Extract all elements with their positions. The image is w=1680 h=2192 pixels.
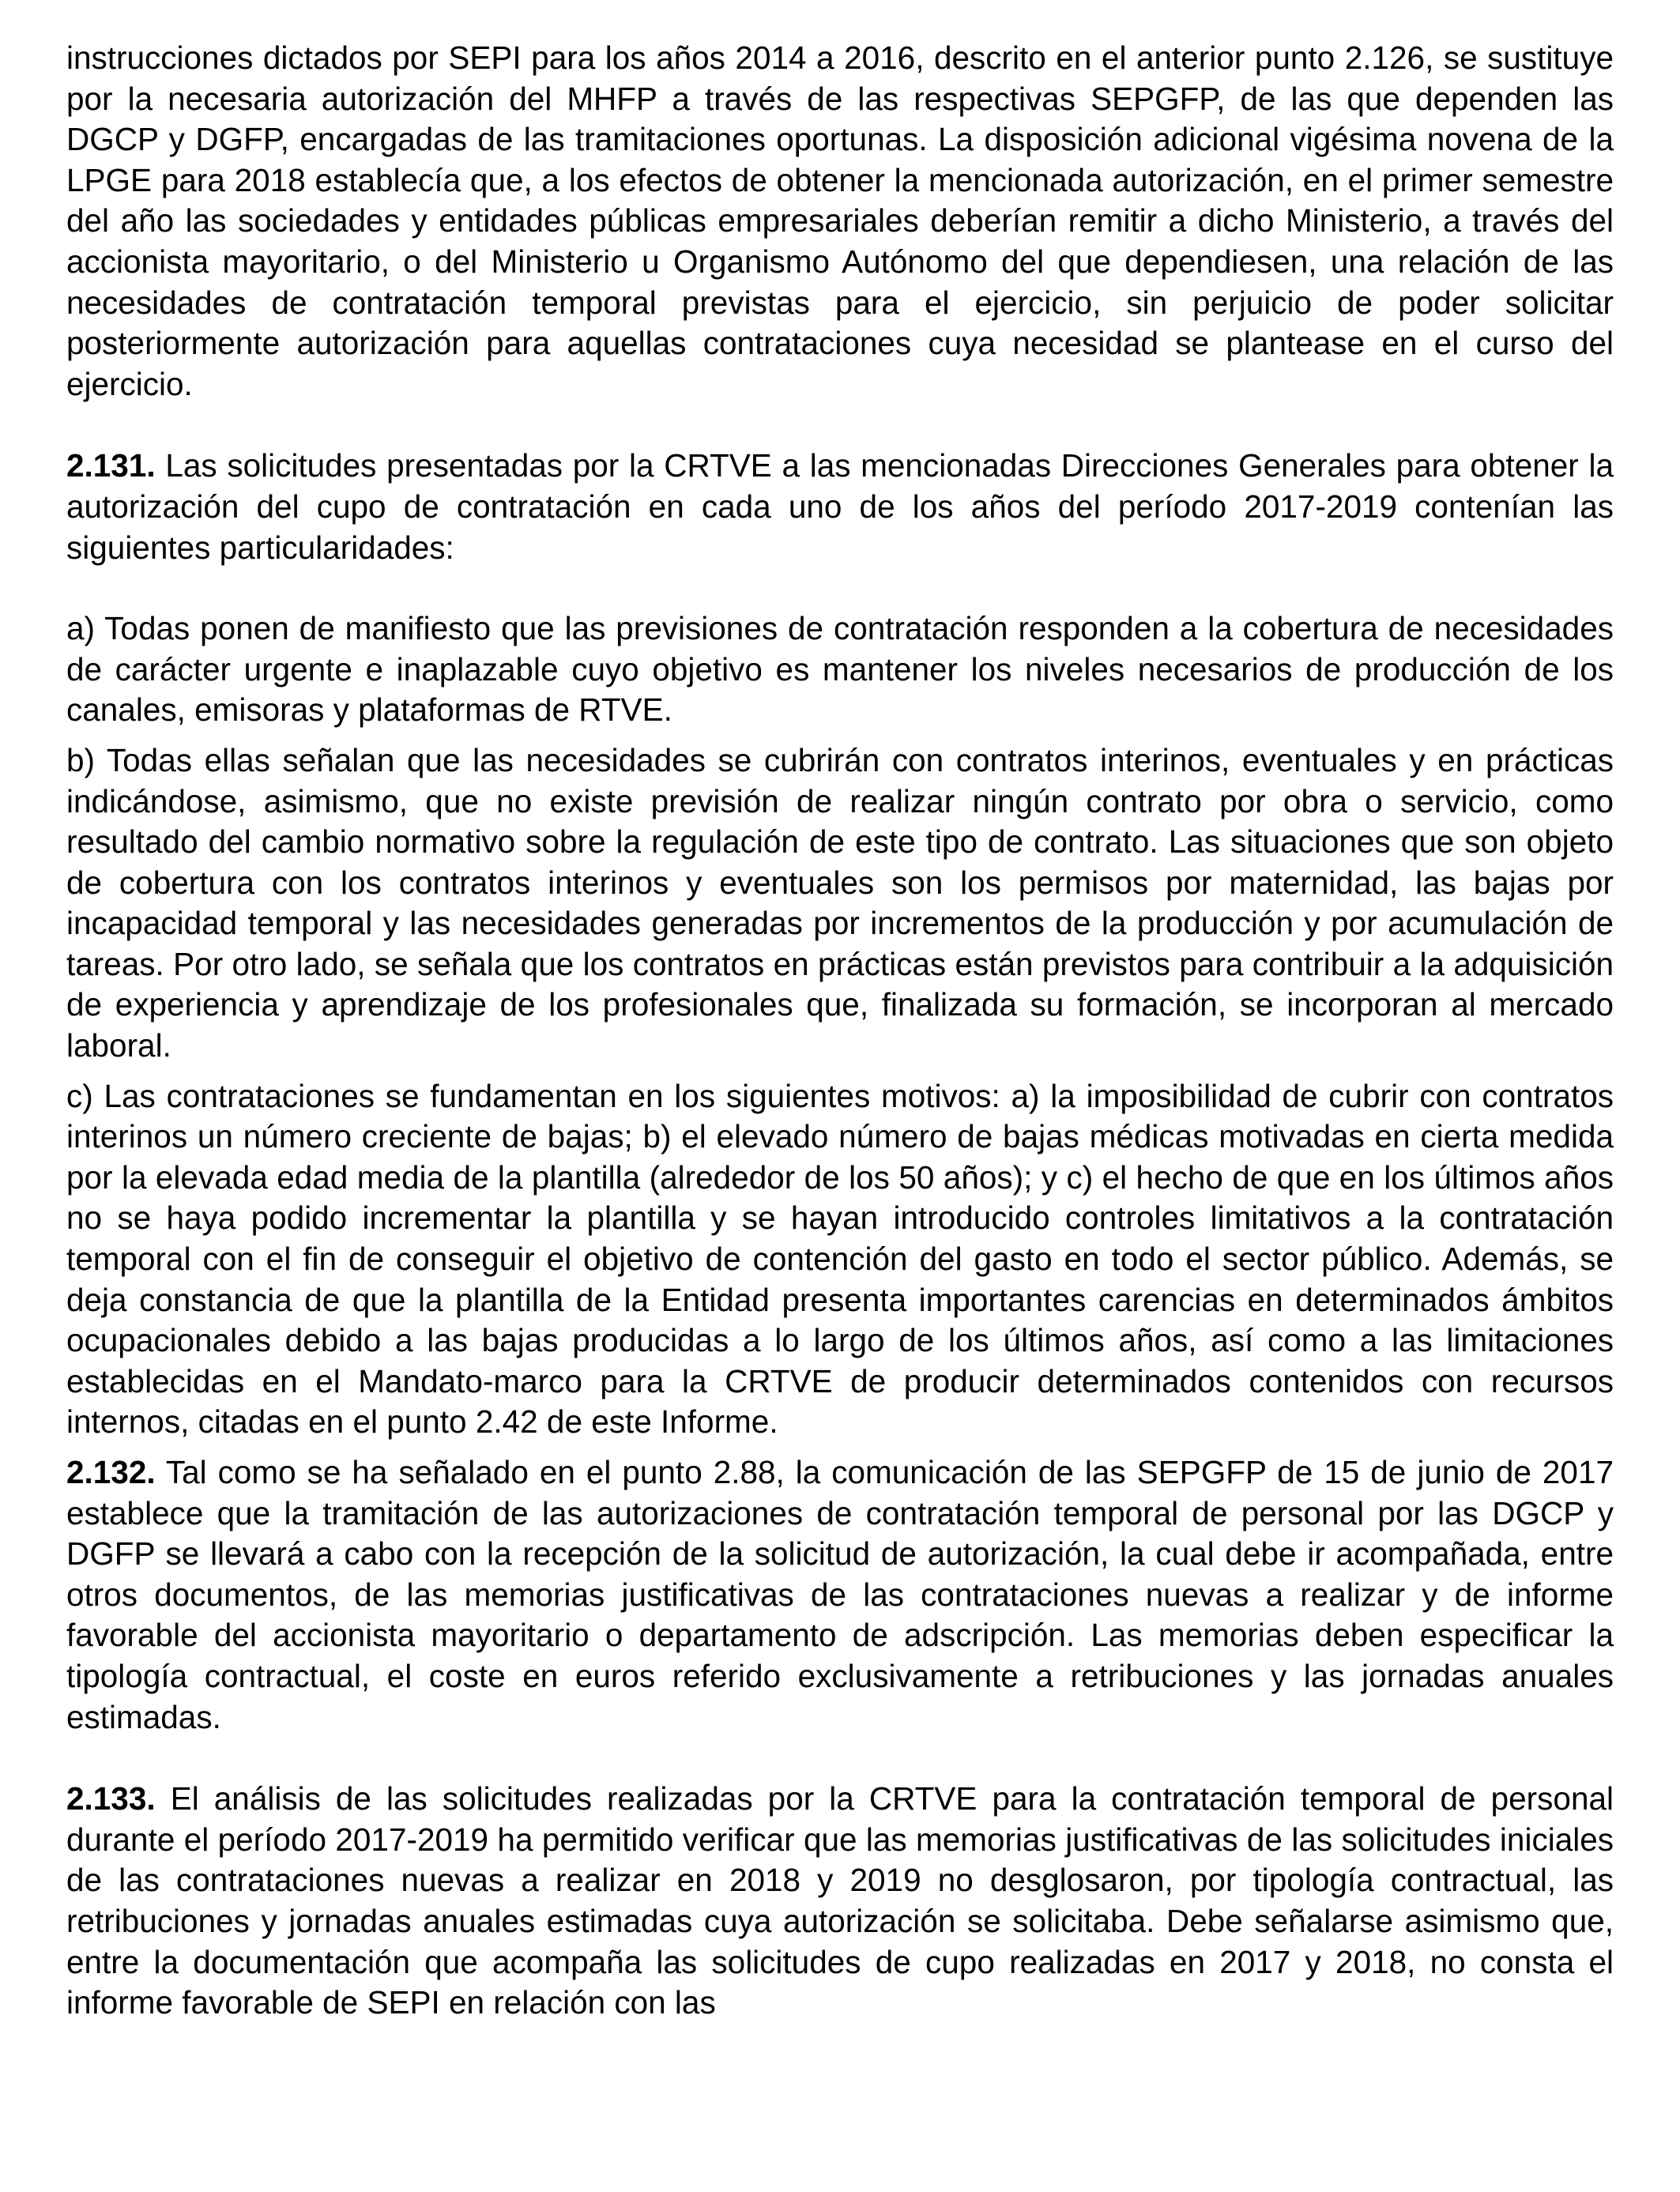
paragraph-2-131 (66, 446, 1614, 568)
list-item-b: b) Todas ellas señalan que las necesidades se cubrirán con contratos interinos, eventuales y en prácticas indicándose, asimismo, que no existe previsión de realizar ningún contrato por obra o servicio, como resultado del cambio normativo sobre la regulación de este tipo de contrato. Las situaciones que son objeto de cobertura con los contratos interinos y eventuales son los permisos por maternidad, las bajas por incapacidad temporal y las necesidades generadas por incrementos de la producción y por acumulación de tareas. Por otro lado, se señala que los contratos en prácticas están previstos para contribuir a la adquisición de experiencia y aprendizaje de los profesionales que, finalizada su formación, se incorporan al mercado laboral. (66, 741, 1614, 1064)
paragraph-number: 2.131. (66, 447, 156, 484)
paragraph-number: 2.133. (66, 1780, 156, 1817)
paragraph-number: 2.132. (66, 1454, 156, 1490)
paragraph-text: Las solicitudes presentadas por la CRTVE a las mencionadas Direcciones Generales para obtener la autorización del cupo de contratación en cada uno de los años del período 2017-2019 contenían las siguientes particularidades: (66, 447, 1614, 566)
paragraph-2-133 (66, 1779, 1614, 2024)
paragraph-2-132 (66, 1452, 1614, 1738)
list-item-c: c) Las contrataciones se fundamentan en los siguientes motivos: a) la imposibilidad de cubrir con contratos interinos un número creciente de bajas; b) el elevado número de bajas médicas motivadas en cierta medida por la elevada edad media de la plantilla (alrededor de los 50 años); y c) el hecho de que en los últimos años no se haya podido incrementar la plantilla y se hayan introducido controles limitativos a la contratación temporal con el fin de conseguir el objetivo de contención del gasto en todo el sector público. Además, se deja constancia de que la plantilla de la Entidad presenta importantes carencias en determinados ámbitos ocupacionales debido a las bajas producidas a lo largo de los últimos años, así como a las limitaciones establecidas en el Mandato-marco para la CRTVE de producir determinados contenidos con recursos internos, citadas en el punto 2.42 de este Informe. (66, 1077, 1614, 1441)
paragraph-text: El análisis de las solicitudes realizadas por la CRTVE para la contratación temporal de personal durante el período 2017-2019 ha permitido verificar que las memorias justificativas de las solicitudes iniciales de las contrataciones nuevas a realizar en 2018 y 2019 no desglosaron, por tipología contractual, las retribuciones y jornadas anuales estimadas cuya autorización se solicitaba. Debe señalarse asimismo que, entre la documentación que acompaña las solicitudes de cupo realizadas en 2017 y 2018, no consta el informe favorable de SEPI en relación con las (66, 1780, 1614, 2021)
paragraph-text: Tal como se ha señalado en el punto 2.88, la comunicación de las SEPGFP de 15 de junio de 2017 establece que la tramitación de las autorizaciones de contratación temporal de personal por las DGCP y DGFP se llevará a cabo con la recepción de la solicitud de autorización, la cual debe ir acompañada, entre otros documentos, de las memorias justificativas de las contrataciones nuevas a realizar y de informe favorable del accionista mayoritario o departamento de adscripción. Las memorias deben especificar la tipología contractual, el coste en euros referido exclusivamente a retribuciones y las jornadas anuales estimadas. (66, 1454, 1614, 1735)
intro-paragraph: instrucciones dictados por SEPI para los años 2014 a 2016, descrito en el anterior punto 2.126, se sustituye por la necesaria autorización del MHFP a través de las respectivas SEPGFP, de las que dependen las DGCP y DGFP, encargadas de las tramitaciones oportunas. La disposición adicional vigésima novena de la LPGE para 2018 establecía que, a los efectos de obtener la mencionada autorización, en el primer semestre del año las sociedades y entidades públicas empresariales deberían remitir a dicho Ministerio, a través del accionista mayoritario, o del Ministerio u Organismo Autónomo del que dependiesen, una relación de las necesidades de contratación temporal previstas para el ejercicio, sin perjuicio de poder solicitar posteriormente autorización para aquellas contrataciones cuya necesidad se plantease en el curso del ejercicio. (66, 40, 1614, 402)
document-page (66, 38, 1614, 2024)
list-item-a: a) Todas ponen de manifiesto que las previsiones de contratación responden a la cobertura de necesidades de carácter urgente e inaplazable cuyo objetivo es mantener los niveles necesarios de producción de los canales, emisoras y plataformas de RTVE. (66, 610, 1614, 729)
